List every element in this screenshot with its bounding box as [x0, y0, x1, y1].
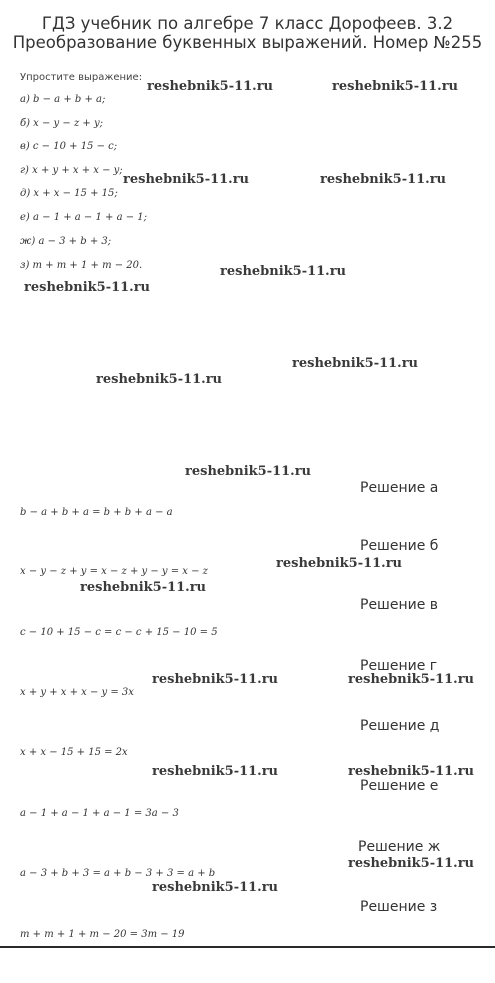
solution-heading-v: Решение в: [360, 597, 439, 613]
watermark: reshebnik5-11.ru: [152, 764, 279, 779]
solution-heading-b: Решение б: [360, 538, 439, 554]
solution-heading-a: Решение а: [360, 480, 439, 496]
page-title-line1: ГДЗ учебник по алгебре 7 класс Дорофеев. 3.2: [41, 14, 454, 33]
watermark: reshebnik5-11.ru: [152, 880, 279, 895]
solution-expr-g: x + y + x + x − y = 3x: [20, 687, 134, 698]
watermark: reshebnik5-11.ru: [96, 372, 223, 387]
task-prompt: Упростите выражение:: [20, 72, 143, 83]
watermark: reshebnik5-11.ru: [152, 672, 279, 687]
watermark: reshebnik5-11.ru: [292, 356, 419, 371]
solution-heading-zh: Решение ж: [358, 839, 441, 855]
solution-heading-d: Решение д: [360, 718, 440, 734]
task-item-zh: ж) a − 3 + b + 3;: [20, 236, 112, 247]
solution-heading-g: Решение г: [360, 658, 438, 674]
watermark: reshebnik5-11.ru: [348, 672, 475, 687]
watermark: reshebnik5-11.ru: [320, 172, 447, 187]
task-item-v: в) c − 10 + 15 − c;: [20, 141, 118, 152]
solution-expr-a: b − a + b + a = b + b + a − a: [20, 507, 173, 518]
solution-expr-v: c − 10 + 15 − c = c − c + 15 − 10 = 5: [20, 627, 218, 638]
task-item-b: б) x − y − z + y;: [20, 118, 103, 129]
watermark: reshebnik5-11.ru: [185, 464, 312, 479]
page-title-line2: Преобразование буквенных выражений. Номер №255: [12, 33, 483, 52]
watermark: reshebnik5-11.ru: [348, 764, 475, 779]
watermark: reshebnik5-11.ru: [24, 280, 151, 295]
watermark: reshebnik5-11.ru: [220, 264, 347, 279]
solution-expr-b: x − y − z + y = x − z + y − y = x − z: [20, 566, 208, 577]
solution-expr-z: m + m + 1 + m − 20 = 3m − 19: [20, 929, 185, 940]
task-item-a: а) b − a + b + a;: [20, 94, 106, 105]
task-item-d: д) x + x − 15 + 15;: [20, 188, 118, 199]
bottom-divider: [0, 946, 495, 948]
solution-expr-d: x + x − 15 + 15 = 2x: [20, 747, 128, 758]
solution-heading-z: Решение з: [360, 899, 438, 915]
task-item-e: е) a − 1 + a − 1 + a − 1;: [20, 212, 148, 223]
watermark: reshebnik5-11.ru: [276, 556, 403, 571]
solution-expr-e: a − 1 + a − 1 + a − 1 = 3a − 3: [20, 808, 179, 819]
watermark: reshebnik5-11.ru: [80, 580, 207, 595]
watermark: reshebnik5-11.ru: [147, 79, 274, 94]
watermark: reshebnik5-11.ru: [332, 79, 459, 94]
solution-heading-e: Решение е: [360, 778, 439, 794]
solution-expr-zh: a − 3 + b + 3 = a + b − 3 + 3 = a + b: [20, 868, 216, 879]
watermark: reshebnik5-11.ru: [348, 856, 475, 871]
task-item-g: г) x + y + x + x − y;: [20, 165, 123, 176]
watermark: reshebnik5-11.ru: [123, 172, 250, 187]
task-item-z: з) m + m + 1 + m − 20.: [20, 260, 143, 271]
